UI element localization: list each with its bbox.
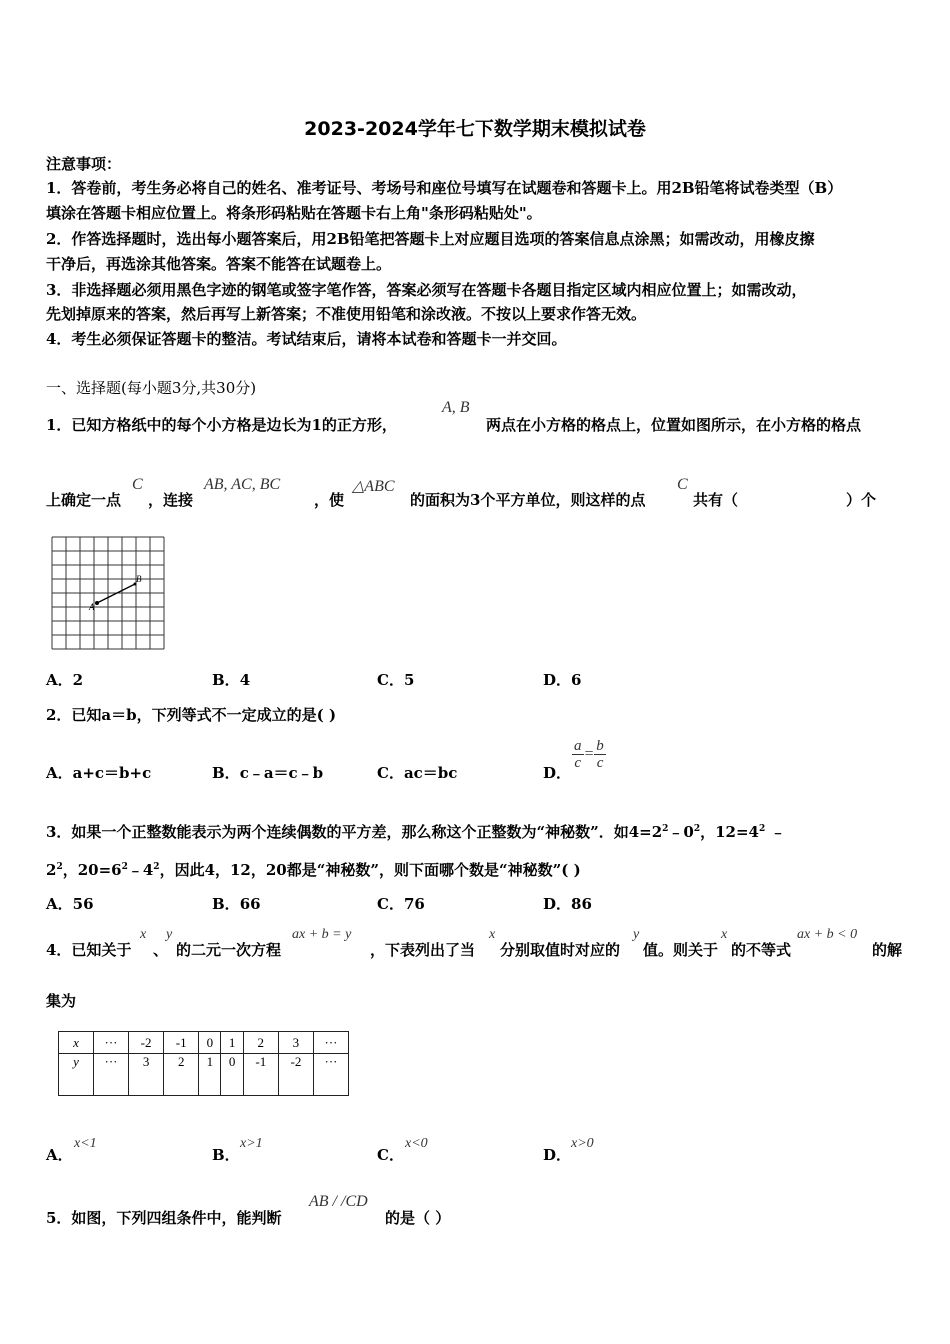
q3-option-c[interactable]: C．76	[377, 895, 425, 913]
q4-option-b-value: x>1	[240, 1136, 263, 1151]
table-cell: y	[59, 1054, 94, 1096]
q4-math-y: y	[633, 927, 640, 942]
q1-math-segments: AB, AC, BC	[204, 476, 281, 493]
q4-math-x: x	[140, 927, 147, 942]
q4-math-y: y	[166, 927, 173, 942]
q4-option-c-value: x<0	[405, 1136, 428, 1151]
q1-text: ，使	[314, 491, 345, 509]
notice-line: 3．非选择题必须用黑色字迹的钢笔或签字笔作答，答案必须写在答题卡各题目指定区域内相应位置上；如需改动，	[46, 281, 807, 299]
q4-text: 的解	[872, 941, 903, 959]
q3-option-a[interactable]: A．56	[46, 895, 94, 913]
q1-text: 两点在小方格的格点上，位置如图所示，在小方格的格点	[486, 416, 862, 434]
q1-text: 的面积为3个平方单位，则这样的点	[410, 491, 646, 509]
q2-stem: 2．已知a＝b，下列等式不一定成立的是( )	[46, 706, 337, 724]
q4-text: 集为	[46, 992, 77, 1010]
q5-math-parallel: AB / /CD	[309, 1193, 368, 1210]
q1-math-ab: A, B	[442, 399, 470, 416]
notice-line: 1．答卷前，考生务必将自己的姓名、准考证号、考场号和座位号填写在试题卷和答题卡上。用2B铅笔将试卷类型（B）	[46, 179, 843, 197]
q2-option-a[interactable]: A．a+c＝b+c	[46, 764, 152, 782]
q4-option-c[interactable]: C．	[377, 1146, 404, 1164]
notice-line: 干净后，再选涂其他答案。答案不能答在试题卷上。	[46, 255, 392, 273]
q1-text: 1．已知方格纸中的每个小方格是边长为1的正方形，	[46, 416, 397, 434]
q1-text: ）个	[846, 491, 877, 509]
q1-math-c: C	[677, 476, 688, 493]
section-heading: 一、选择题(每小题3分,共30分)	[46, 379, 257, 397]
q5-text: 的是（ ）	[385, 1209, 451, 1227]
table-cell: -2	[278, 1054, 313, 1096]
q4-text: 、	[153, 941, 169, 959]
table-cell: ···	[94, 1054, 129, 1096]
q2-option-c[interactable]: C．ac＝bc	[377, 764, 458, 782]
q3-option-b[interactable]: B．66	[212, 895, 261, 913]
q4-text: 值。则关于	[643, 941, 719, 959]
q1-math-triangle: △ABC	[352, 478, 395, 495]
table-cell: ···	[314, 1054, 349, 1096]
table-row	[59, 1054, 349, 1096]
notice-line: 2．作答选择题时，选出每小题答案后，用2B铅笔把答题卡上对应题目选项的答案信息点涂黑；如需改动，用橡皮擦	[46, 230, 815, 248]
label-a: A	[89, 602, 95, 612]
q4-text: 的不等式	[731, 941, 792, 959]
table-cell: 0	[221, 1054, 243, 1096]
q2-option-d[interactable]: D．	[543, 764, 572, 782]
q4-option-a-value: x<1	[74, 1136, 97, 1151]
q1-text: 共有（	[693, 491, 739, 509]
q3-line1: 3．如果一个正整数能表示为两个连续偶数的平方差，那么称这个正整数为“神秘数”．如$4=2^2﹣0^2$，$12=4^2$ ﹣	[46, 823, 786, 841]
q1-math-c: C	[132, 476, 143, 493]
table-cell: x	[59, 1032, 94, 1054]
q4-math-x: x	[489, 927, 496, 942]
notice-line: 先划掉原来的答案，然后再写上新答案；不准使用铅笔和涂改液。不按以上要求作答无效。	[46, 305, 647, 323]
table-cell: 2	[243, 1032, 278, 1054]
label-b: B	[136, 574, 142, 584]
table-cell: 1	[221, 1032, 243, 1054]
notice-heading: 注意事项：	[46, 155, 122, 173]
table-cell: -1	[243, 1054, 278, 1096]
table-cell: 2	[164, 1054, 199, 1096]
notice-line: 4．考生必须保证答题卡的整洁。考试结束后，请将本试卷和答题卡一并交回。	[46, 330, 567, 348]
notice-line: 填涂在答题卡相应位置上。将条形码粘贴在答题卡右上角"条形码粘贴处"。	[46, 204, 542, 222]
q4-option-b[interactable]: B．	[212, 1146, 240, 1164]
q2-fraction-equation: $\frac{a}{c}$ = $\frac{b}{c}$	[574, 738, 604, 771]
q1-grid-figure	[51, 536, 167, 652]
q4-option-a[interactable]: A．	[46, 1146, 73, 1164]
q4-math-equation: ax + b = y	[292, 927, 352, 942]
q5-text: 5．如图，下列四组条件中，能判断	[46, 1209, 282, 1227]
table-cell: -2	[129, 1032, 164, 1054]
q1-option-d[interactable]: D．6	[543, 671, 582, 689]
q4-math-x: x	[721, 927, 728, 942]
q4-text: 的二元一次方程	[176, 941, 282, 959]
table-cell: 0	[199, 1032, 221, 1054]
table-cell: ···	[94, 1032, 129, 1054]
q4-text: ，下表列出了当	[370, 941, 476, 959]
q4-option-d-value: x>0	[571, 1136, 594, 1151]
q3-option-d[interactable]: D．86	[543, 895, 592, 913]
q1-text: 上确定一点	[46, 491, 122, 509]
page-title: 2023-2024学年七下数学期末模拟试卷	[304, 118, 646, 140]
q1-option-b[interactable]: B．4	[212, 671, 251, 689]
q1-text: ，连接	[148, 491, 194, 509]
table-cell: ···	[314, 1032, 349, 1054]
table-cell: -1	[164, 1032, 199, 1054]
q3-line2: $2^2$，$20=6^2﹣4^2$，因此4，12，20都是“神秘数”，则下面哪个数是“神秘数”( )	[46, 861, 581, 879]
table-row	[59, 1032, 349, 1054]
table-cell: 3	[129, 1054, 164, 1096]
q4-text: 分别取值时对应的	[500, 941, 621, 959]
q4-math-inequality: ax + b < 0	[797, 927, 858, 942]
q4-option-d[interactable]: D．	[543, 1146, 572, 1164]
table-cell: 3	[278, 1032, 313, 1054]
q2-option-b[interactable]: B．c﹣a＝c﹣b	[212, 764, 324, 782]
q4-value-table	[58, 1031, 349, 1096]
point-a	[95, 601, 99, 605]
q1-option-c[interactable]: C．5	[377, 671, 415, 689]
table-cell: 1	[199, 1054, 221, 1096]
q4-text: 4．已知关于	[46, 941, 132, 959]
q1-option-a[interactable]: A．2	[46, 671, 84, 689]
